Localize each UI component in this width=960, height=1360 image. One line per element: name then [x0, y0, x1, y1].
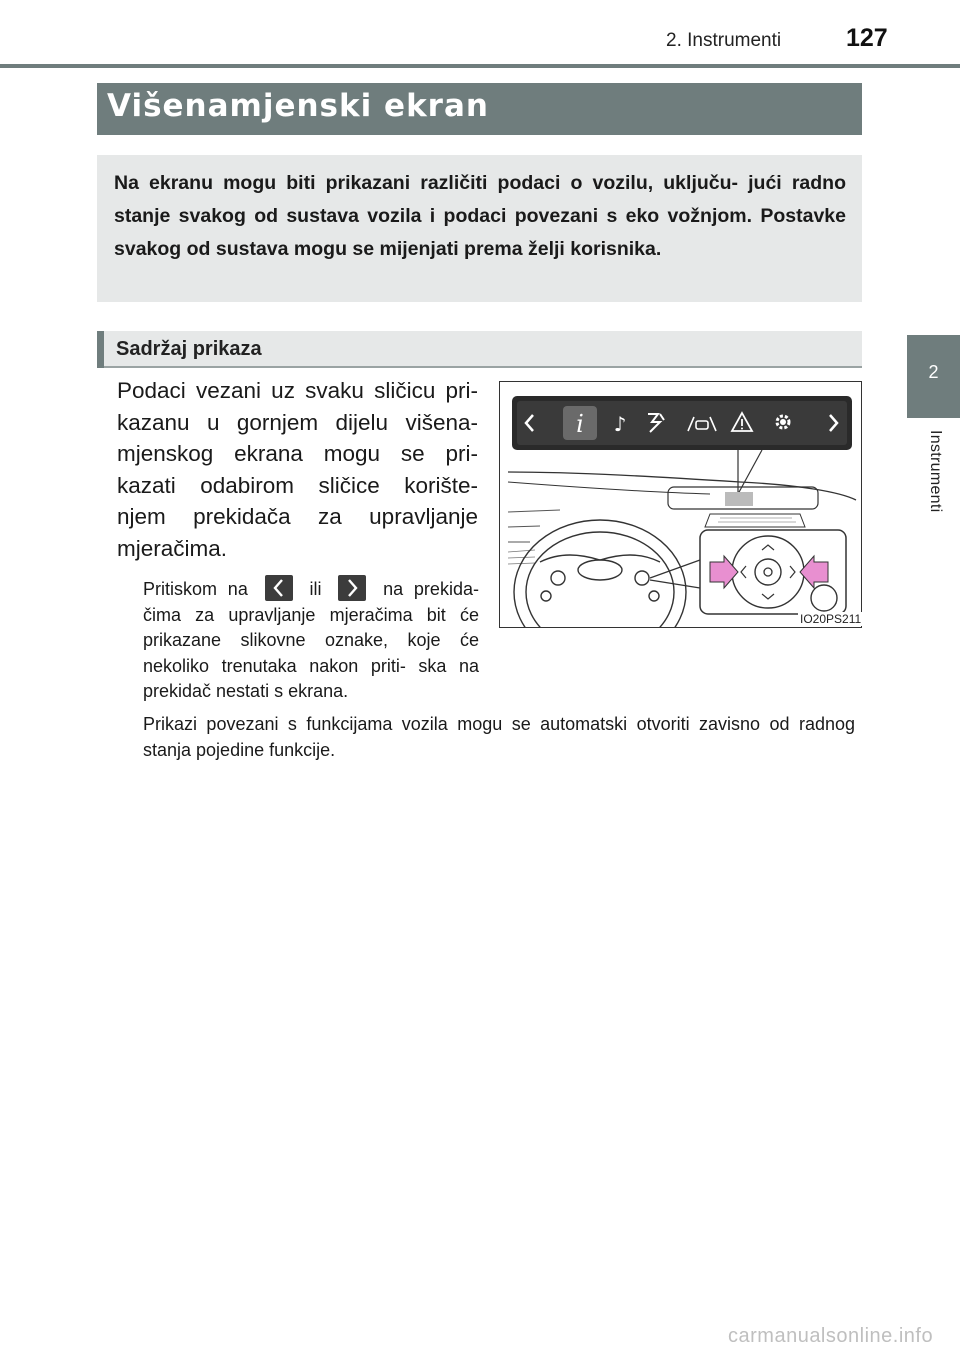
header-section-title: 2. Instrumenti	[666, 30, 782, 51]
note1-middle: ili	[309, 579, 322, 599]
intro-text: Na ekranu mogu biti prikazani različiti podaci o vozilu, uključu- jući radno stanje svakog od sustava vozila i podaci povezani s eko vožnjom. Postavke svakog od sustava mogu se mijenjati prema želji korisnika.	[114, 172, 846, 260]
note1-after: na prekida- čima za upravljanje mjeračima bit će prikazane slikovne oznake, koje će nekoliko trenutaka nakon priti- ska na prekidač nestati s ekrana.	[143, 579, 479, 701]
chapter-tab-number: 2	[928, 362, 939, 382]
header-rule	[0, 64, 960, 68]
note-paragraph-1	[143, 575, 479, 705]
note1-before: Pritiskom na	[143, 579, 248, 599]
music-note-icon: ♪	[613, 412, 627, 436]
dashboard-illustration	[499, 381, 862, 628]
chapter-tab-label: Instrumenti	[927, 430, 944, 513]
left-arrow-button-icon	[265, 575, 293, 601]
illustration-code: IO20PS211	[800, 612, 862, 626]
page-number: 127	[846, 24, 888, 52]
subsection-accent	[97, 331, 104, 368]
info-icon: i	[576, 410, 584, 438]
subsection-title: Sadržaj prikaza	[116, 338, 262, 360]
page-title: Višenamjenski ekran	[107, 88, 489, 124]
body-paragraph: Podaci vezani uz svaku sličicu pri- kazanu u gornjem dijelu višena- mjenskog ekrana mogu se pri- kazati odabirom sličice korište- njem prekidača za upravljanje mjeračima.	[117, 378, 478, 561]
watermark: carmanualsonline.info	[728, 1325, 934, 1347]
right-arrow-button-icon	[338, 575, 366, 601]
note-paragraph-2: Prikazi povezani s funkcijama vozila mogu se automatski otvoriti zavisno od radnog stanja pojedine funkcije.	[143, 714, 855, 760]
